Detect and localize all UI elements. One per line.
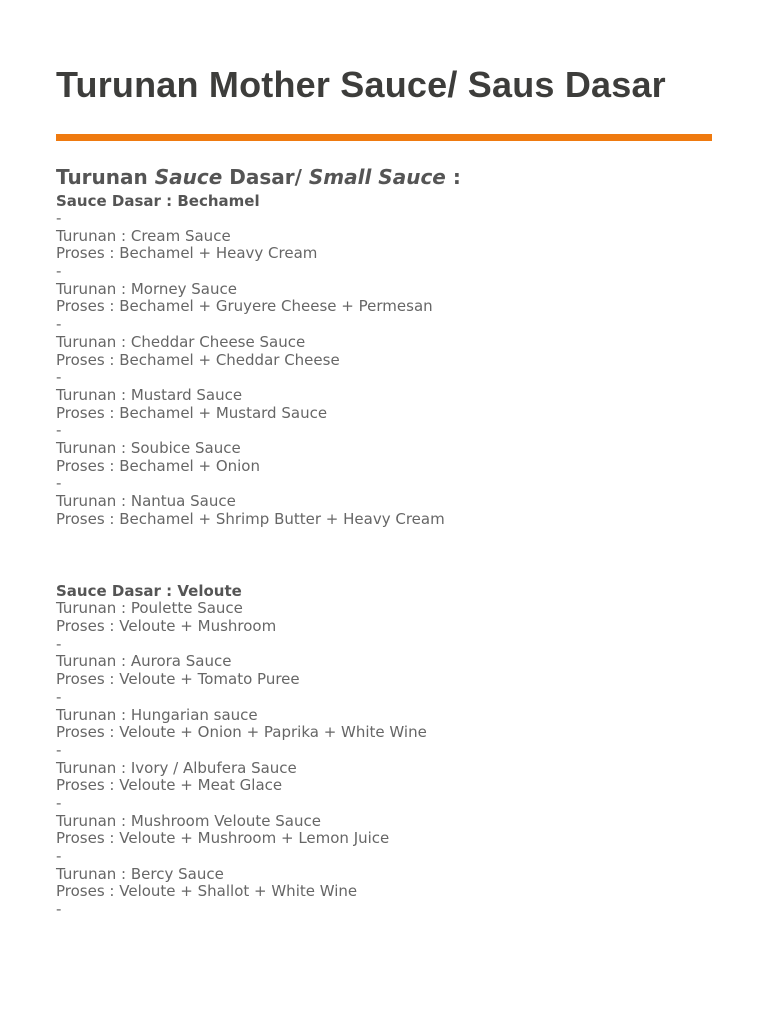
sauce-sections — [56, 192, 712, 919]
section-title: Sauce Dasar : Veloute — [56, 582, 242, 601]
section-title: Sauce Dasar : Bechamel — [56, 192, 260, 210]
separator-line: - — [56, 474, 62, 493]
separator-line: - — [56, 687, 62, 706]
derivative-line: Turunan : Mustard Sauce — [56, 385, 243, 404]
page-title: Turunan Mother Sauce/ Saus Dasar — [56, 64, 666, 105]
derivative-line: Turunan : Soubice Sauce — [56, 438, 241, 457]
subheading-italic-small-sauce: Small Sauce — [308, 165, 446, 189]
sauce-section — [56, 582, 712, 918]
derivative-line: Turunan : Aurora Sauce — [56, 652, 232, 671]
document-content — [56, 162, 712, 919]
derivative-line: Turunan : Nantua Sauce — [56, 492, 236, 510]
process-line: Proses : Veloute + Mushroom — [56, 617, 277, 636]
section-spacer — [56, 528, 712, 582]
process-line: Proses : Bechamel + Gruyere Cheese + Permesan — [56, 297, 433, 316]
process-line: Proses : Veloute + Tomato Puree — [56, 670, 300, 689]
process-line: Proses : Bechamel + Heavy Cream — [56, 244, 318, 263]
subheading — [56, 162, 712, 192]
subheading-part: Dasar/ — [222, 165, 309, 189]
separator-line: - — [56, 847, 62, 865]
derivative-line: Turunan : Mushroom Veloute Sauce — [56, 811, 321, 830]
sauce-section — [56, 192, 712, 528]
separator-line: - — [56, 793, 62, 812]
separator-line: - — [56, 368, 62, 387]
title-divider — [56, 134, 712, 141]
process-line: Proses : Bechamel + Cheddar Cheese — [56, 350, 340, 369]
separator-line: - — [56, 315, 62, 334]
process-line: Proses : Veloute + Onion + Paprika + White Wine — [56, 723, 427, 742]
derivative-line: Turunan : Ivory / Albufera Sauce — [56, 758, 297, 777]
separator-line: - — [56, 209, 62, 227]
subheading-part: : — [445, 165, 461, 189]
separator-line: - — [56, 634, 62, 653]
derivative-line: Turunan : Cream Sauce — [56, 226, 231, 245]
derivative-line: Turunan : Morney Sauce — [56, 279, 237, 298]
process-line: Proses : Veloute + Mushroom + Lemon Juice — [56, 829, 390, 848]
separator-line: - — [56, 421, 62, 440]
process-line: Proses : Veloute + Meat Glace — [56, 776, 283, 795]
process-line: Proses : Bechamel + Shrimp Butter + Heavy Cream — [56, 509, 445, 528]
derivative-line: Turunan : Poulette Sauce — [56, 599, 243, 618]
process-line: Proses : Veloute + Shallot + White Wine — [56, 882, 358, 901]
separator-line: - — [56, 740, 62, 759]
process-line: Proses : Bechamel + Mustard Sauce — [56, 403, 328, 422]
subheading-part: Turunan — [56, 165, 155, 189]
subheading-italic-sauce: Sauce — [154, 165, 223, 189]
derivative-line: Turunan : Hungarian sauce — [56, 705, 258, 724]
derivative-line: Turunan : Bercy Sauce — [56, 864, 224, 883]
process-line: Proses : Bechamel + Onion — [56, 456, 260, 475]
separator-line: - — [56, 900, 62, 919]
separator-line: - — [56, 262, 62, 281]
derivative-line: Turunan : Cheddar Cheese Sauce — [56, 332, 306, 351]
